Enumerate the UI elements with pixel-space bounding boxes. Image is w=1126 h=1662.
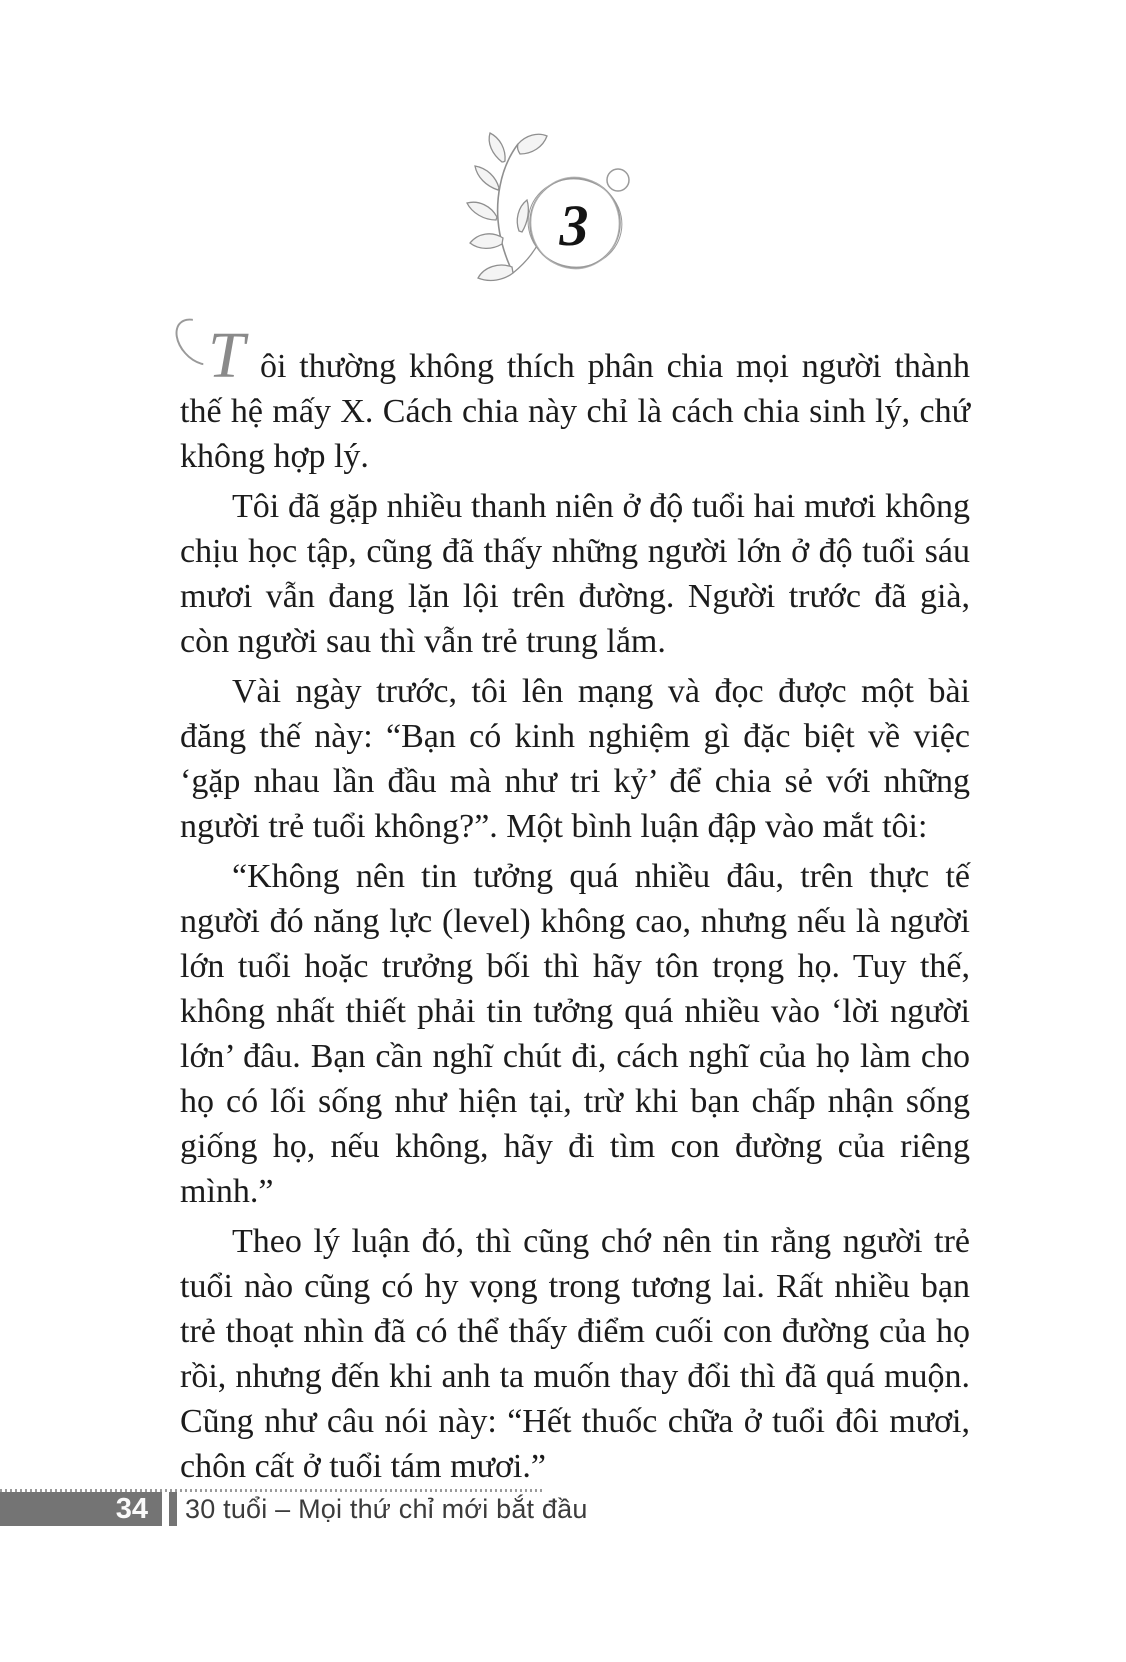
- dropcap-letter: T: [180, 333, 260, 378]
- page-number-box: [0, 1492, 162, 1526]
- paragraph-2: Tôi đã gặp nhiều thanh niên ở độ tuổi hai mươi không chịu học tập, cũng đã thấy những người lớn ở độ tuổi sáu mươi vẫn đang lặn lội trên đường. Người trước đã già, còn người sau thì vẫn trẻ trung lắm.: [180, 488, 970, 660]
- chapter-ornament-graphic: [450, 128, 680, 286]
- chapter-number: 3: [559, 193, 589, 258]
- book-title: 30 tuổi – Mọi thứ chỉ mới bắt đầu: [185, 1494, 588, 1524]
- page-body: [180, 319, 970, 1494]
- paragraph-4: “Không nên tin tưởng quá nhiều đâu, trên thực tế người đó năng lực (level) không cao, nhưng nếu là người lớn tuổi hoặc trưởng bối thì hãy tôn trọng họ. Tuy thế, không nhất thiết phải tin tưởng quá nhiều vào ‘lời người lớn’ đâu. Bạn cần nghĩ chút đi, cách nghĩ của họ làm cho họ có lối sống như hiện tại, trừ khi bạn chấp nhận sống giống họ, nếu không, hãy đi tìm con đường của riêng mình.”: [180, 858, 970, 1210]
- small-circle-accent: [607, 169, 629, 191]
- paragraph-5: Theo lý luận đó, thì cũng chớ nên tin rằng người trẻ tuổi nào cũng có hy vọng trong tương lai. Rất nhiều bạn trẻ thoạt nhìn đã có thể thấy điểm cuối con đường của họ rồi, nhưng đến khi anh ta muốn thay đổi thì đã quá muộn. Cũng như câu nói này: “Hết thuốc chữa ở tuổi đôi mươi, chôn cất ở tuổi tám mươi.”: [180, 1223, 970, 1485]
- paragraph-3: Vài ngày trước, tôi lên mạng và đọc được một bài đăng thế này: “Bạn có kinh nghiệm gì đặc biệt về việc ‘gặp nhau lần đầu mà như tri kỷ’ để chia sẻ với những người trẻ tuổi không?”. Một bình luận đập vào mắt tôi:: [180, 673, 970, 845]
- footer-accent-bar: [169, 1492, 177, 1526]
- page-number: 34: [115, 1493, 148, 1525]
- paragraph-1: [180, 319, 970, 479]
- paragraph-1-text: ôi thường không thích phân chia mọi người thành thế hệ mấy X. Cách chia này chỉ là cách chia sinh lý, chứ không hợp lý.: [180, 348, 970, 475]
- chapter-ornament: [450, 128, 680, 286]
